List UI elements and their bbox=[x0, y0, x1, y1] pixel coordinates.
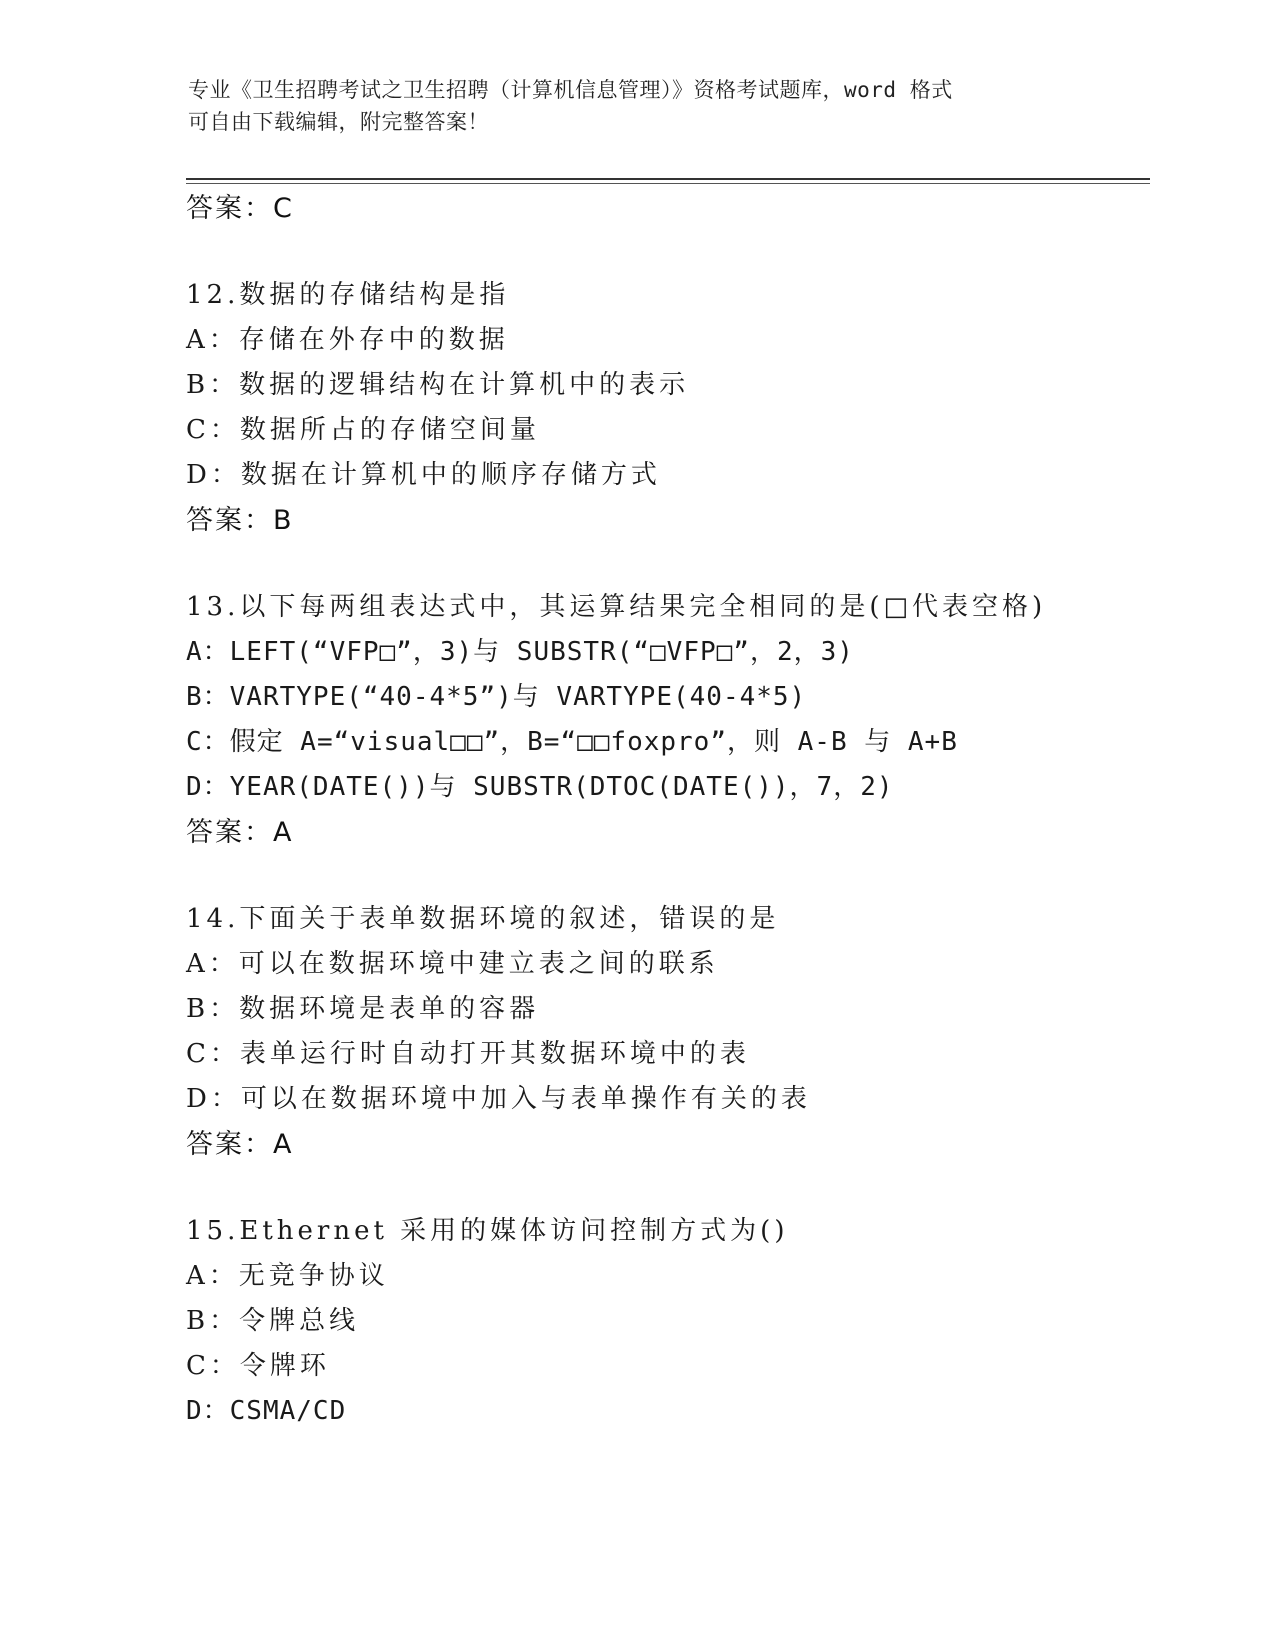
answer-prev: 答案：C bbox=[186, 193, 294, 224]
header-divider-thin bbox=[186, 183, 1150, 184]
option-a: A：LEFT(“VFP□”，3)与 SUBSTR(“□VFP□”，2，3) bbox=[186, 637, 854, 667]
option-d: D：可以在数据环境中加入与表单操作有关的表 bbox=[186, 1084, 811, 1114]
spacer bbox=[186, 231, 1146, 273]
option-b: B：数据环境是表单的容器 bbox=[186, 994, 540, 1024]
option-b: B：数据的逻辑结构在计算机中的表示 bbox=[186, 370, 690, 400]
header-title-line-1: 专业《卫生招聘考试之卫生招聘（计算机信息管理）》资格考试题库，word 格式 bbox=[188, 78, 953, 102]
question-stem: 13.以下每两组表达式中，其运算结果完全相同的是(□代表空格) bbox=[186, 592, 1047, 622]
answer: 答案：B bbox=[186, 505, 294, 536]
option-a: A：无竞争协议 bbox=[186, 1261, 389, 1291]
option-d: D：CSMA/CD bbox=[186, 1396, 347, 1426]
spacer bbox=[186, 1167, 1146, 1209]
spacer bbox=[186, 855, 1146, 897]
option-d: D：YEAR(DATE())与 SUBSTR(DTOC(DATE())，7，2) bbox=[186, 772, 894, 802]
option-d: D：数据在计算机中的顺序存储方式 bbox=[186, 460, 661, 490]
option-c: C：假定 A=“visual□□”，B=“□□foxpro”，则 A-B 与 A+B bbox=[186, 727, 958, 757]
option-c: C：令牌环 bbox=[186, 1351, 330, 1381]
question-stem: 15.Ethernet 采用的媒体访问控制方式为() bbox=[186, 1216, 789, 1246]
document-header bbox=[188, 74, 1088, 138]
question-14 bbox=[186, 897, 1146, 1167]
answer: 答案：A bbox=[186, 1129, 294, 1160]
question-stem: 14.下面关于表单数据环境的叙述，错误的是 bbox=[186, 904, 780, 934]
question-13 bbox=[186, 585, 1146, 855]
answer: 答案：A bbox=[186, 817, 294, 848]
spacer bbox=[186, 543, 1146, 585]
option-c: C：数据所占的存储空间量 bbox=[186, 415, 540, 445]
question-12 bbox=[186, 273, 1146, 543]
option-b: B：VARTYPE(“40-4*5”)与 VARTYPE(40-4*5) bbox=[186, 682, 807, 712]
option-a: A：存储在外存中的数据 bbox=[186, 325, 509, 355]
header-divider-thick bbox=[186, 178, 1150, 180]
option-b: B：令牌总线 bbox=[186, 1306, 360, 1336]
question-stem: 12.数据的存储结构是指 bbox=[186, 280, 510, 310]
header-title-line-2: 可自由下载编辑，附完整答案！ bbox=[188, 110, 489, 134]
question-list bbox=[186, 186, 1146, 1434]
option-a: A：可以在数据环境中建立表之间的联系 bbox=[186, 949, 719, 979]
question-15 bbox=[186, 1209, 1146, 1434]
option-c: C：表单运行时自动打开其数据环境中的表 bbox=[186, 1039, 750, 1069]
